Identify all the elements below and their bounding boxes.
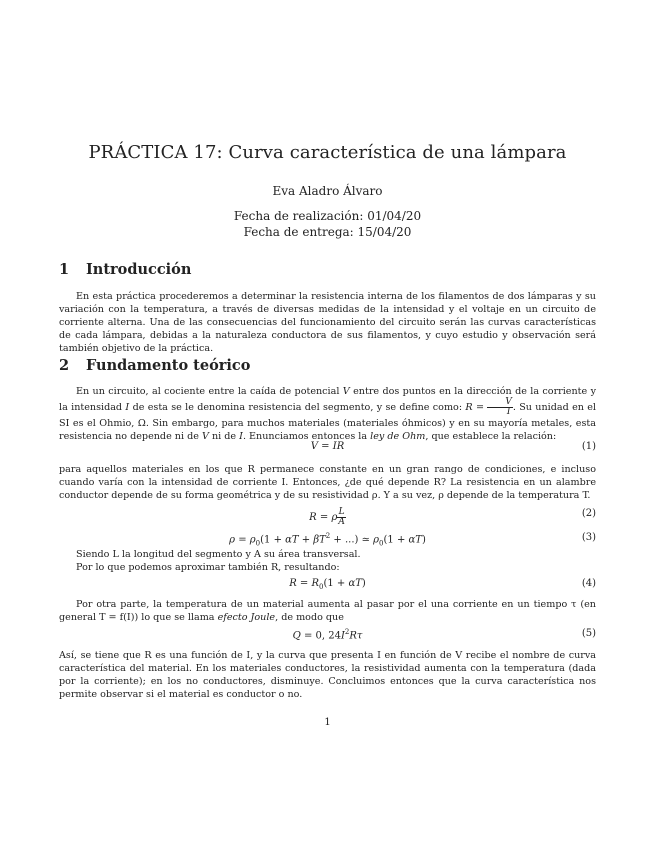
equation-4: $R = R_0(1 + \alpha T)$ (4) (289, 578, 596, 591)
ohm-law-term: ley de Ohm (370, 431, 426, 442)
equation-number: (2) (581, 508, 596, 519)
delivery-date: Fecha de entrega: 15/04/20 (243, 225, 412, 239)
equation-3: $\rho = \rho_0(1 + \alpha T + \beta T^2$ + ...) ≃ $\rho_0(1 + \alpha T)$ (3) (229, 532, 596, 548)
joule-effect-term: efecto Joule (217, 612, 276, 623)
equation-1: V = IR (1) (310, 441, 596, 452)
section-title: Fundamento teórico (86, 357, 251, 374)
intro-paragraph: En esta práctica procederemos a determinar la resistencia interna de los filamentos de dos lámparas y su variación con la temperatura, a través de diversas medidas de la intensidad y el voltaje en un circuito de corriente alterna. Una de las consecuencias del funcionamiento del circuito serán las curvas características de cada lámpara, debidas a la naturaleza conductora de sus filamentos, y cuyo estudio y observación será también objetivo de la práctica. (59, 291, 596, 354)
theory-paragraph-3: Siendo L la longitud del segmento y A su área transversal. (76, 549, 361, 560)
theory-paragraph-2: para aquellos materiales en los que R permanece constante en un gran rango de condiciones, e incluso cuando varía con la intensidad de corriente I. Entonces, ¿de qué depende R? La resistencia en un alambre conductor depende de su forma geométrica y de su resistividad ρ. Y a su vez, ρ depende de la temperatura T. (59, 464, 596, 501)
document-title: PRÁCTICA 17: Curva característica de una lámpara (88, 142, 567, 163)
theory-paragraph-6: Así, se tiene que R es una función de I, y la curva que presenta I en función de V recibe el nombre de curva característica del material. En los materiales conductores, la resistividad aumenta con la temperatura (dada por la corriente); en los no conductores, disminuye. Concluimos entonces que la curva característica nos permite observar si el material es conductor o no. (59, 650, 596, 700)
section-title: Introducción (86, 261, 192, 278)
section-number: 2 (59, 357, 70, 374)
theory-paragraph-4: Por lo que podemos aproximar también R, resultando: (76, 562, 340, 573)
section-heading-fundamento (59, 357, 250, 374)
page-number: 1 (324, 717, 331, 728)
section-heading-introduccion (59, 261, 191, 278)
equation-number: (1) (581, 441, 596, 452)
equation-number: (4) (581, 578, 596, 589)
equation-2: R = ρ $\frac{L}{A}$ (2) (309, 507, 596, 527)
realization-date: Fecha de realización: 01/04/20 (233, 209, 422, 223)
author: Eva Aladro Álvaro (272, 184, 383, 198)
theory-paragraph-1: En un circuito, al cociente entre la caída de potencial V entre dos puntos en la dirección de la corriente y la intensidad I de esta se le denomina resistencia del segmento, y se define como: R = $\frac{V}{I}$ . Su unidad en el SI es el Ohmio, Ω. Sin embargo, para muchos materiales (materiales óhmicos) y en su mayoría metales, esta resistencia no depende ni de V ni de I. Enunciamos entonces la ley de Ohm, que establece la relación: (59, 386, 597, 442)
section-number: 1 (59, 261, 70, 278)
theory-paragraph-5: Por otra parte, la temperatura de un material aumenta al pasar por el una corriente en un tiempo τ (en general T = f(I)) lo que se llama efecto Joule, de modo que (59, 599, 596, 623)
equation-number: (3) (581, 532, 596, 543)
equation-5: Q = 0, $24I^2R\tau$ (5) (292, 628, 596, 642)
equation-number: (5) (581, 628, 596, 639)
